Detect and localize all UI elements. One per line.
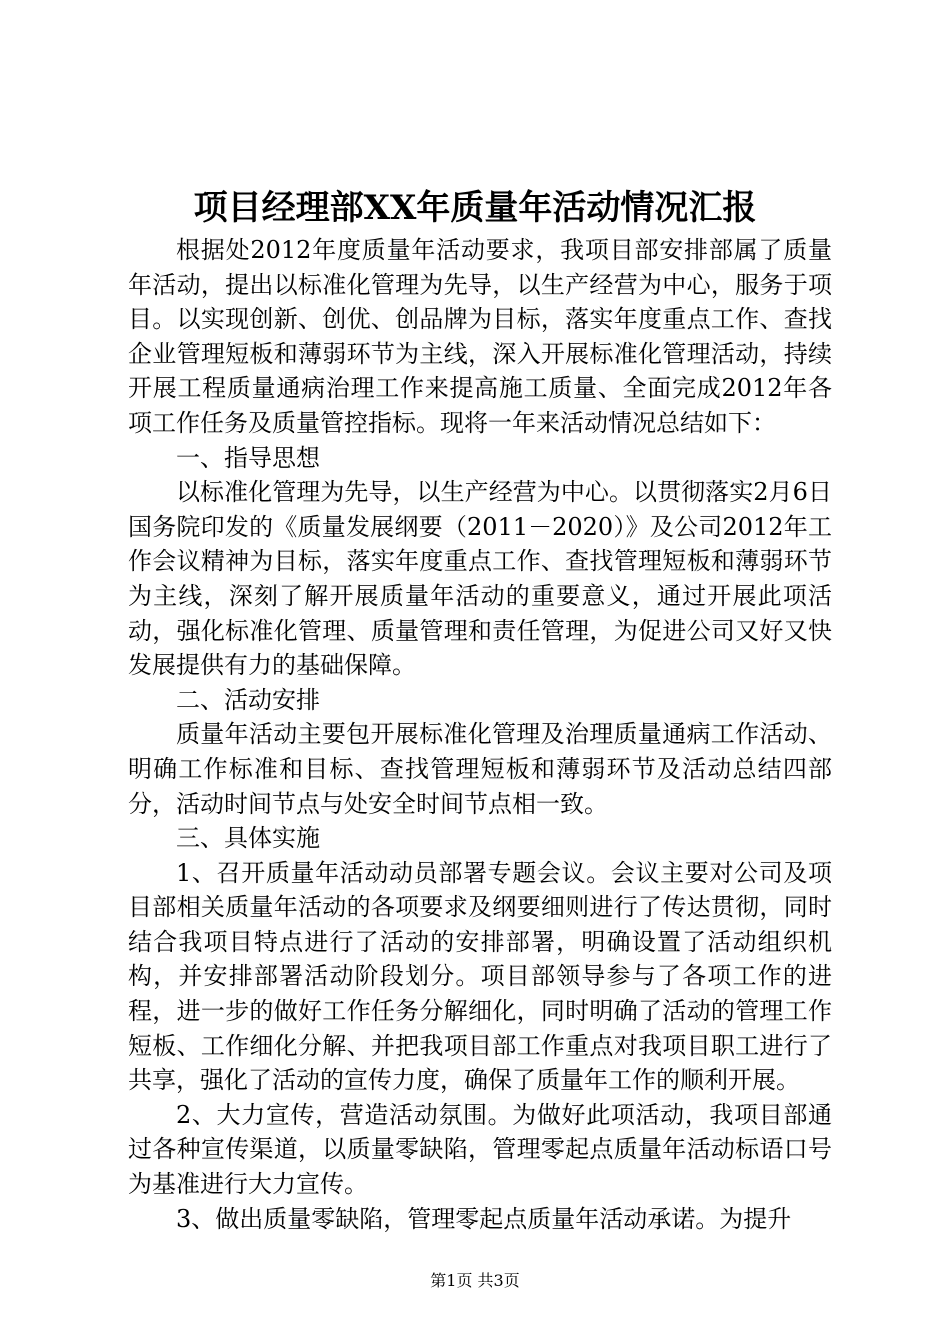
paragraph-guiding-ideology: 以标准化管理为先导，以生产经营为中心。以贯彻落实2月6日国务院印发的《质量发展纲要（2011－2020）》及公司2012年工作会议精神为目标，落实年度重点工作、查找管理短板和薄弱环节为主线，深刻了解开展质量年活动的重要意义，通过开展此项活动，强化标准化管理、质量管理和责任管理，为促进公司又好又快发展提供有力的基础保障。 [128,478,832,680]
paragraph-implementation-2: 2、大力宣传，营造活动氛围。为做好此项活动，我项目部通过各种宣传渠道，以质量零缺陷，管理零起点质量年活动标语口号为基准进行大力宣传。 [128,1100,832,1199]
paragraph-implementation-3: 3、做出质量零缺陷，管理零起点质量年活动承诺。为提升 [176,1204,792,1233]
document-body [128,233,832,1236]
section-heading-guiding-ideology: 一、指导思想 [176,443,320,472]
section-heading-activity-arrangement: 二、活动安排 [176,685,320,714]
paragraph-implementation-1: 1、召开质量年活动动员部署专题会议。会议主要对公司及项目部相关质量年活动的各项要求及纲要细则进行了传达贯彻，同时结合我项目特点进行了活动的安排部署，明确设置了活动组织机构，并安排部署活动阶段划分。项目部领导参与了各项工作的进程，进一步的做好工作任务分解细化，同时明确了活动的管理工作短板、工作细化分解、并把我项目部工作重点对我项目职工进行了共享，强化了活动的宣传力度，确保了质量年工作的顺利开展。 [128,858,832,1095]
section-heading-implementation: 三、具体实施 [176,824,320,853]
paragraph-activity-arrangement: 质量年活动主要包开展标准化管理及治理质量通病工作活动、明确工作标准和目标、查找管理短板和薄弱环节及活动总结四部分，活动时间节点与处安全时间节点相一致。 [128,720,832,818]
page-footer: 第1页 共3页 [430,1271,520,1290]
paragraph-intro: 根据处2012年度质量年活动要求，我项目部安排部属了质量年活动，提出以标准化管理为先导，以生产经营为中心，服务于项目。以实现创新、创优、创品牌为目标，落实年度重点工作、查找企业管理短板和薄弱环节为主线，深入开展标准化管理活动，持续开展工程质量通病治理工作来提高施工质量、全面完成2012年各项工作任务及质量管控指标。现将一年来活动情况总结如下： [128,236,832,437]
document-title: 项目经理部XX年质量年活动情况汇报 [193,188,757,228]
